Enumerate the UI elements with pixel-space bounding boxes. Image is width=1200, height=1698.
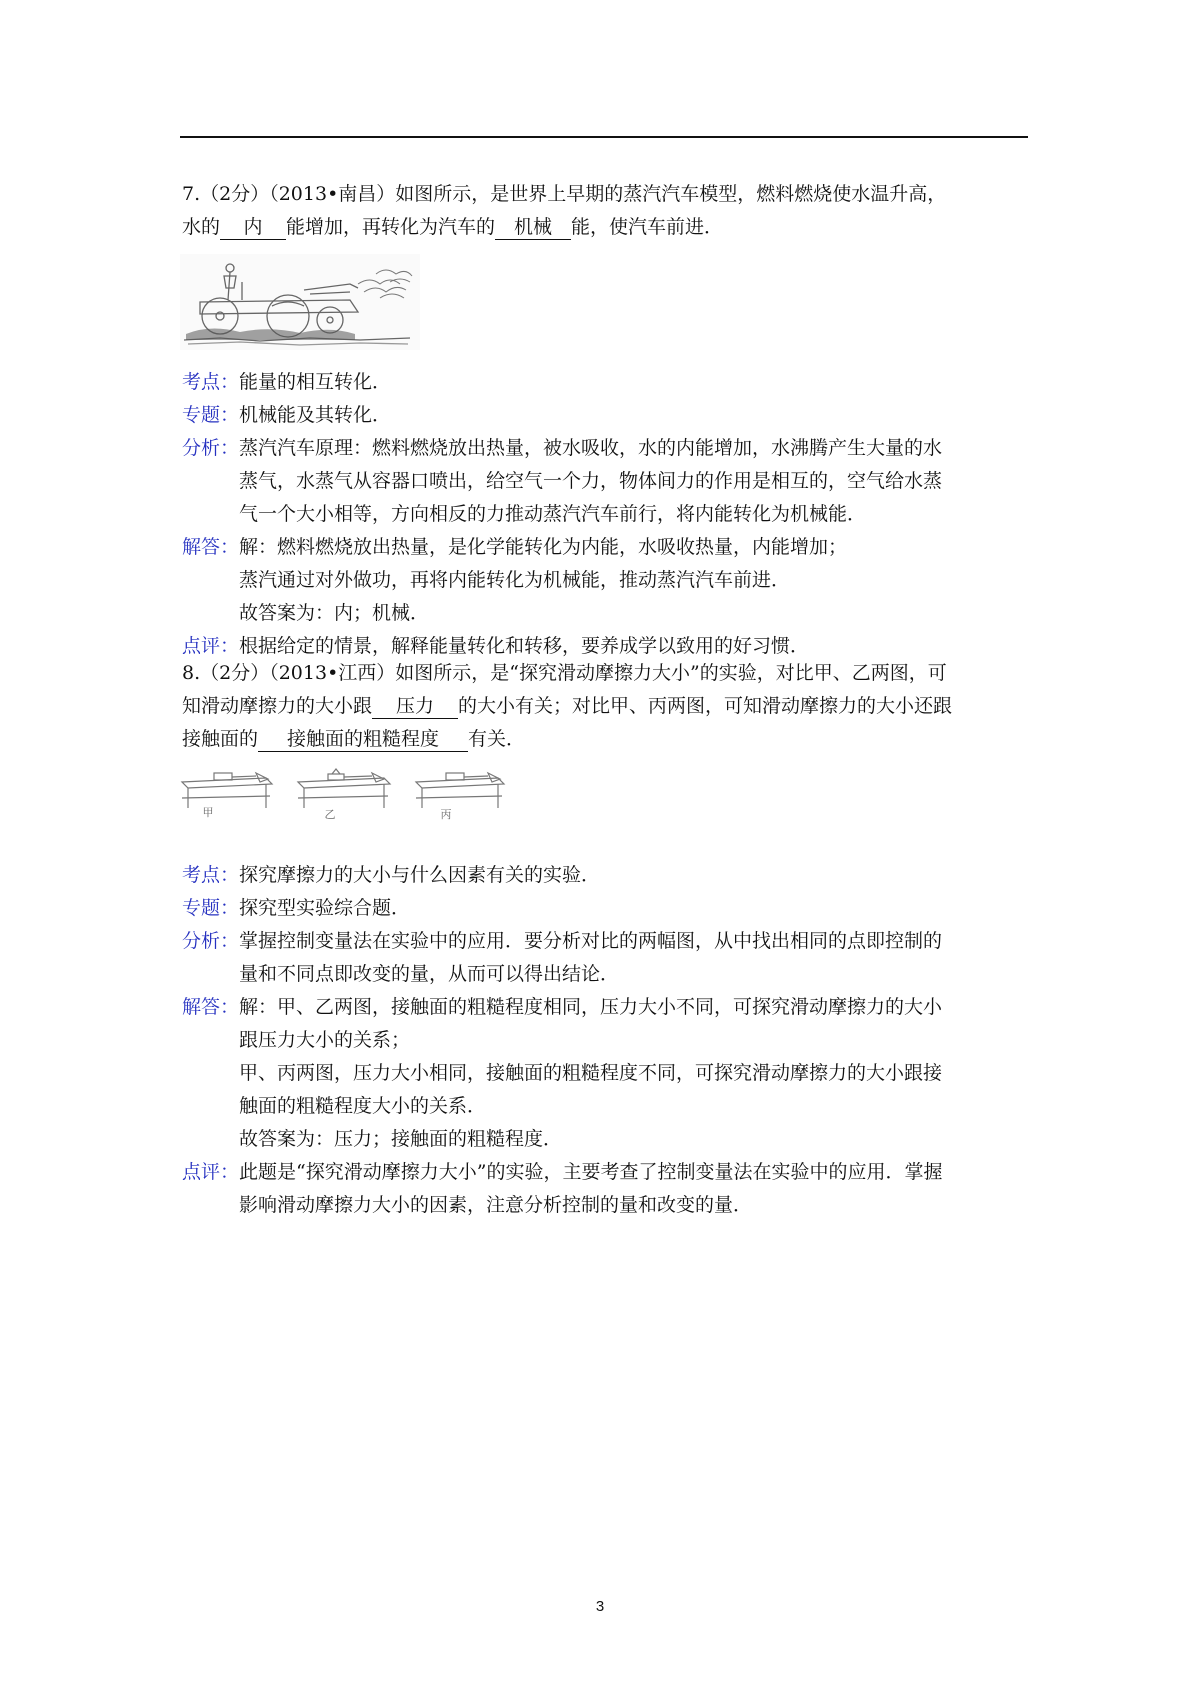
friction-experiment-figure: [180, 768, 540, 834]
dianping-label: 点评：: [182, 635, 240, 657]
q8-answer-blank-2: 接触面的粗糙程度: [258, 727, 468, 752]
q8-jieda: 解答： 解：甲、乙两图，接触面的粗糙程度相同，压力大小不同，可探究滑动摩擦力的大小 跟压力大小的关系； 甲、丙两图，压力大小相同，接触面的粗糙程度不同，可探究滑动摩擦力的大小跟接 触面的粗糙程度大小的关系． 故答案为：压力；接触面的粗糙程度．: [182, 991, 1028, 1156]
fenxi-label: 分析：: [182, 437, 240, 459]
q7-analysis: [182, 366, 1028, 663]
q7-kaodian: 考点： 能量的相互转化．: [182, 366, 1028, 399]
q7-zhuanti: 专题： 机械能及其转化．: [182, 399, 1028, 432]
fenxi-label: 分析：: [182, 930, 240, 952]
fig-label-yi: 乙: [324, 808, 336, 821]
kaodian-label: 考点：: [182, 371, 240, 393]
dianping-label: 点评：: [182, 1161, 240, 1183]
page-number: 3: [595, 1598, 605, 1615]
kaodian-label: 考点：: [182, 864, 240, 886]
q8-line3: 接触面的 接触面的粗糙程度 有关．: [182, 728, 526, 750]
q7-answer-blank-1: 内: [220, 215, 286, 240]
q7-jieda: 解答： 解：燃料燃烧放出热量，是化学能转化为内能，水吸收热量，内能增加； 蒸汽通过对外做功，再将内能转化为机械能，推动蒸汽汽车前进． 故答案为：内；机械．: [182, 531, 1028, 630]
jieda-label: 解答：: [182, 996, 240, 1018]
q7-line2: 水的 内 能增加，再转化为汽车的 机械 能，使汽车前进．: [182, 216, 724, 238]
question-7: [182, 178, 1028, 244]
q7-line1: 7.（2分）（2013•南昌）如图所示，是世界上早期的蒸汽汽车模型，燃料燃烧使水温升高，: [182, 183, 947, 205]
header-rule: [180, 136, 1028, 138]
q8-answer-blank-1: 压力: [372, 694, 458, 719]
steam-car-figure: [180, 254, 420, 350]
q8-kaodian: 考点： 探究摩擦力的大小与什么因素有关的实验．: [182, 859, 1028, 892]
q7-fenxi: 分析： 蒸汽汽车原理：燃料燃烧放出热量，被水吸收，水的内能增加，水沸腾产生大量的水 蒸气，水蒸气从容器口喷出，给空气一个力，物体间力的作用是相互的，空气给水蒸 气一个大小相等，方向相反的力推动蒸汽汽车前行，将内能转化为机械能．: [182, 432, 1028, 531]
q8-line2: 知滑动摩擦力的大小跟 压力 的大小有关；对比甲、丙两图，可知滑动摩擦力的大小还跟: [182, 695, 953, 717]
zhuanti-label: 专题：: [182, 897, 240, 919]
q7-answer-blank-2: 机械: [495, 215, 571, 240]
q8-analysis: [182, 859, 1028, 1222]
q8-zhuanti: 专题： 探究型实验综合题．: [182, 892, 1028, 925]
fig-label-jia: 甲: [202, 806, 214, 819]
q7-dianping: 点评： 根据给定的情景，解释能量转化和转移，要养成学以致用的好习惯．: [182, 630, 1028, 663]
question-8: [182, 657, 1028, 756]
zhuanti-label: 专题：: [182, 404, 240, 426]
jieda-label: 解答：: [182, 536, 240, 558]
q8-line1: 8.（2分）（2013•江西）如图所示，是“探究滑动摩擦力大小”的实验，对比甲、乙两图，可: [182, 662, 947, 684]
q8-fenxi: 分析： 掌握控制变量法在实验中的应用．要分析对比的两幅图，从中找出相同的点即控制的 量和不同点即改变的量，从而可以得出结论．: [182, 925, 1028, 991]
fig-label-bing: 丙: [440, 808, 452, 821]
q8-dianping: 点评： 此题是“探究滑动摩擦力大小”的实验，主要考查了控制变量法在实验中的应用．掌握 影响滑动摩擦力大小的因素，注意分析控制的量和改变的量．: [182, 1156, 1028, 1222]
